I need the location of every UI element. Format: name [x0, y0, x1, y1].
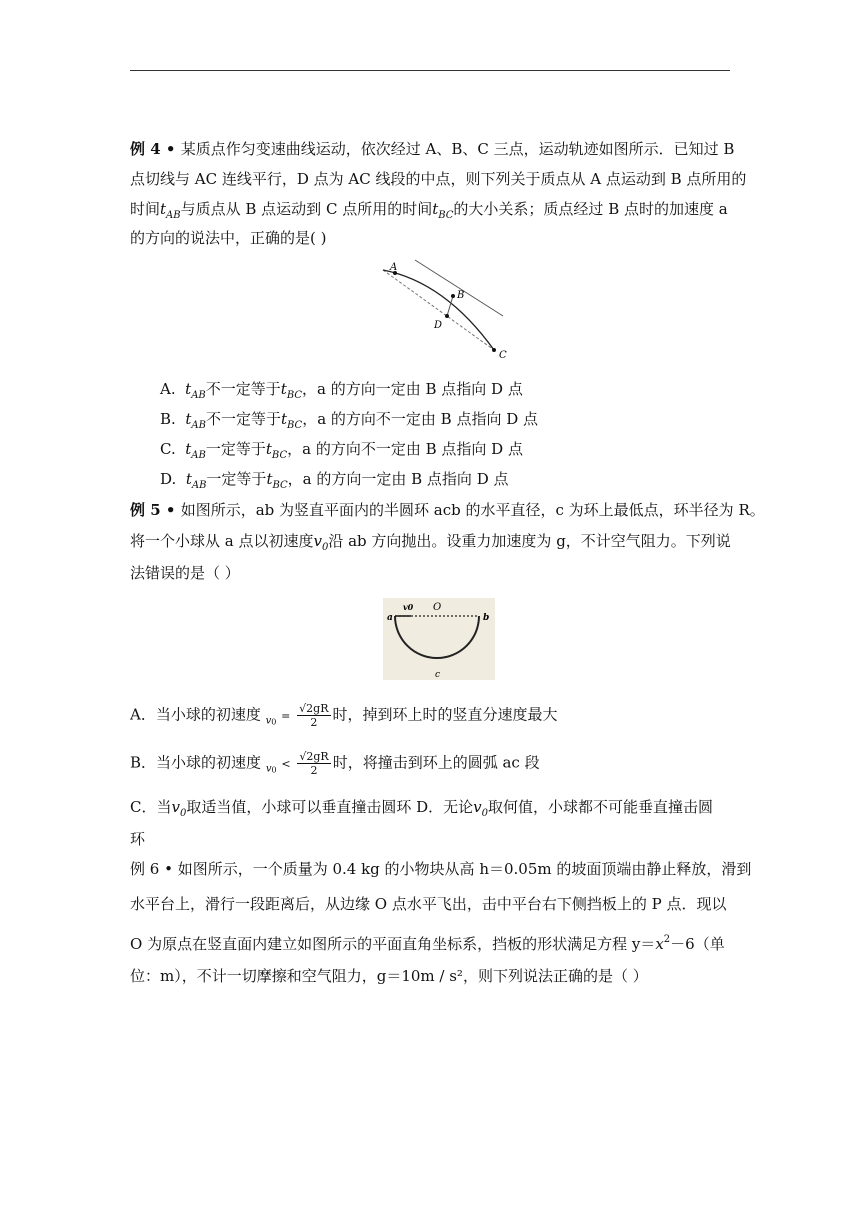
- fig5-label-v0: v0: [403, 602, 414, 612]
- fig4-label-d: D: [434, 320, 443, 331]
- ex4-line-4: 的方向的说法中，正确的是( ): [130, 229, 327, 247]
- ex5-option-d-tail: 环: [130, 830, 146, 848]
- fig5-label-c: c: [435, 670, 441, 680]
- header-rule: [130, 70, 730, 71]
- ex6-line-4: 位：m），不计一切摩擦和空气阻力，g＝10m / s²，则下列说法正确的是（ ）: [130, 967, 648, 985]
- ex4-option-c: C. $t_{AB}$一定等于$t_{BC}$，a 的方向不一定由 B 点指向 D 点: [160, 440, 523, 461]
- ex5-label: 例 5: [130, 501, 161, 519]
- ex5-option-b: B．当小球的初速度 $_{v0}$ < $\frac{√2gR}{2}$ 时，将撞击到环上的圆弧 ac 段: [130, 750, 540, 777]
- ex4-option-d: D. $t_{AB}$一定等于$t_{BC}$，a 的方向一定由 B 点指向 D 点: [160, 470, 509, 491]
- ex4-line-3: 时间$t_{AB}$与质点从 B 点运动到 C 点所用的时间$t_{BC}$的大小关系；质点经过 B 点时的加速度 a: [130, 200, 728, 221]
- ex4-option-b: B. $t_{AB}$不一定等于$t_{BC}$，a 的方向不一定由 B 点指向 D 点: [160, 410, 539, 431]
- ex5-semicircle-figure: [383, 598, 495, 680]
- fig4-label-a: A: [390, 262, 398, 273]
- ex4-line-2: 点切线与 AC 连线平行，D 点为 AC 线段的中点，则下列关于质点从 A 点运动到 B 点所用的: [130, 170, 747, 188]
- ex5-fraction-b: $\frac{√2gR}{2}$: [299, 750, 329, 777]
- ex5-option-a: A．当小球的初速度 $_{v0}$ = $\frac{√2gR}{2}$ 时，掉到环上时的竖直分速度最大: [130, 702, 558, 729]
- ex5-line-3: 法错误的是（ ）: [130, 564, 240, 582]
- ex6-line-3: O 为原点在竖直面内建立如图所示的平面直角坐标系，挡板的形状满足方程 $y=x^2-6$（单: [130, 934, 725, 953]
- fig5-label-o: O: [433, 602, 442, 613]
- ex4-option-a: A. $t_{AB}$不一定等于$t_{BC}$，a 的方向一定由 B 点指向 D 点: [160, 380, 523, 401]
- fig4-label-c: C: [499, 350, 507, 361]
- fig5-label-b: b: [483, 613, 490, 623]
- fig5-label-a: a: [387, 613, 393, 623]
- ex6-line-2: 水平台上，滑行一段距离后，从边缘 O 点水平飞出，击中平台右下侧挡板上的 P 点．现以: [130, 895, 727, 913]
- ex5-line-1: 例 5 • 如图所示，ab 为竖直平面内的半圆环 acb 的水平直径，c 为环上最低点，环半径为 R。: [130, 501, 765, 519]
- ex4-line-1: 例 4 • 某质点作匀变速曲线运动，依次经过 A、B、C 三点，运动轨迹如图所示．已知过 B: [130, 140, 735, 158]
- ex5-line-2: 将一个小球从 a 点以初速度$v_0$沿 ab 方向抛出。设重力加速度为 g，不计空气阻力。下列说: [130, 532, 731, 553]
- ex4-label: 例 4: [130, 140, 161, 158]
- fig4-label-b: B: [457, 290, 465, 301]
- ex5-option-cd: C．当$v_0$取适当值，小球可以垂直撞击圆环 D．无论$v_0$取何值，小球都不可能垂直撞击圆: [130, 798, 714, 819]
- ex5-fraction-a: $\frac{√2gR}{2}$: [299, 702, 329, 729]
- ex6-line-1: 例 6 • 如图所示，一个质量为 0.4 kg 的小物块从高 h＝0.05m 的坡面顶端由静止释放，滑到: [130, 860, 752, 878]
- ex4-trajectory-figure: [375, 258, 505, 370]
